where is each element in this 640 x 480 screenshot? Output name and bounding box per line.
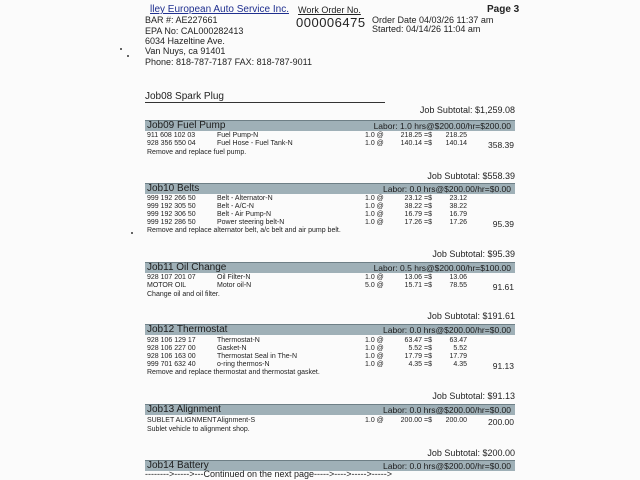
- job14-title: Job14 Battery: [147, 460, 209, 471]
- job12-labor: Labor: 0.0 hrs@$200.00/hr=$0.00: [383, 325, 511, 335]
- job12-description: Remove and replace thermostat and thermostat gasket.: [147, 369, 320, 376]
- part-number: 999 192 286 50: [147, 219, 196, 226]
- part-price: 5.52 =$: [408, 345, 432, 352]
- part-quantity: 1.0 @: [365, 353, 384, 360]
- job09-line-1: [147, 132, 517, 139]
- job13-header-band: [145, 404, 515, 415]
- part-quantity: 1.0 @: [365, 417, 384, 424]
- job13-total: 200.00: [488, 417, 514, 427]
- work-order-number: 000006475: [296, 15, 366, 30]
- job10-subtotal: Job Subtotal: $95.39: [432, 249, 515, 259]
- part-extended: 17.26: [449, 219, 467, 226]
- job09-description: Remove and replace fuel pump.: [147, 149, 247, 156]
- job09-header-band: [145, 120, 515, 131]
- part-number: 999 701 632 40: [147, 361, 196, 368]
- continued-note: -------->----->---Continued on the next page----->---->----->----->: [145, 469, 393, 479]
- address-line-1: 6034 Hazeltine Ave.: [145, 36, 225, 46]
- job12-header-band: [145, 324, 515, 335]
- job11-description: Change oil and oil filter.: [147, 291, 220, 298]
- job12-subtotal: Job Subtotal: $91.13: [432, 391, 515, 401]
- part-description: Belt - Alternator-N: [217, 195, 273, 202]
- job11-labor: Labor: 0.5 hrs@$200.00/hr=$100.00: [373, 263, 511, 273]
- job09-total: 358.39: [488, 140, 514, 150]
- job11-total: 91.61: [492, 282, 514, 292]
- part-quantity: 1.0 @: [365, 203, 384, 210]
- part-description: Motor oil-N: [217, 282, 252, 289]
- job11-subtotal: Job Subtotal: $191.61: [427, 311, 515, 321]
- phone-fax: Phone: 818-787-7187 FAX: 818-787-9011: [145, 57, 312, 67]
- part-number: 911 608 102 03: [147, 132, 196, 139]
- part-number: 928 106 129 17: [147, 337, 196, 344]
- job10-labor: Labor: 0.0 hrs@$200.00/hr=$0.00: [383, 184, 511, 194]
- part-number: 999 192 306 50: [147, 211, 196, 218]
- shop-name: lley European Auto Service Inc.: [150, 4, 289, 15]
- part-extended: 200.00: [445, 417, 467, 424]
- part-quantity: 1.0 @: [365, 361, 384, 368]
- part-price: 15.71 =$: [404, 282, 432, 289]
- job10-description: Remove and replace alternator belt, a/c belt and air pump belt.: [147, 227, 341, 234]
- job13-labor: Labor: 0.0 hrs@$200.00/hr=$0.00: [383, 405, 511, 415]
- part-extended: 16.79: [449, 211, 467, 218]
- part-number: 928 106 227 00: [147, 345, 196, 352]
- part-extended: 78.55: [449, 282, 467, 289]
- job11-header-band: [145, 262, 515, 273]
- part-extended: 63.47: [449, 337, 467, 344]
- part-number: MOTOR OIL: [147, 282, 187, 289]
- job09-title: Job09 Fuel Pump: [147, 120, 226, 131]
- part-number: 928 106 163 00: [147, 353, 196, 360]
- order-date: Order Date 04/03/26 11:37 am: [372, 15, 494, 25]
- part-description: Oil Filter-N: [217, 274, 251, 281]
- part-number: 999 192 266 50: [147, 195, 196, 202]
- work-order-label: Work Order No.: [298, 5, 361, 15]
- part-price: 38.22 =$: [404, 203, 432, 210]
- part-price: 4.35 =$: [408, 361, 432, 368]
- part-extended: 140.14: [445, 140, 467, 147]
- job09-labor: Labor: 1.0 hrs@$200.00/hr=$200.00: [373, 121, 511, 131]
- job10-line-1: [147, 195, 517, 202]
- job13-subtotal: Job Subtotal: $200.00: [427, 448, 515, 458]
- part-quantity: 1.0 @: [365, 274, 384, 281]
- job12-line-1: [147, 337, 517, 344]
- part-quantity: 1.0 @: [365, 132, 384, 139]
- job10-title: Job10 Belts: [147, 183, 200, 194]
- job11-line-1: [147, 274, 517, 281]
- part-number: 928 107 201 07: [147, 274, 196, 281]
- part-extended: 17.79: [449, 353, 467, 360]
- part-number: 999 192 305 50: [147, 203, 196, 210]
- scan-speck: [120, 48, 122, 50]
- part-price: 13.06 =$: [404, 274, 432, 281]
- part-quantity: 5.0 @: [365, 282, 384, 289]
- part-description: Power steering belt-N: [217, 219, 285, 226]
- page-number: Page 3: [487, 4, 520, 15]
- job12-line-3: [147, 353, 517, 360]
- job10-total: 95.39: [492, 219, 514, 229]
- part-description: Belt - A/C-N: [217, 203, 254, 210]
- part-extended: 13.06: [449, 274, 467, 281]
- part-description: Thermostat-N: [217, 337, 260, 344]
- part-quantity: 1.0 @: [365, 337, 384, 344]
- part-extended: 4.35: [453, 361, 467, 368]
- part-description: Gasket-N: [217, 345, 247, 352]
- address-line-2: Van Nuys, ca 91401: [145, 46, 226, 56]
- job09-subtotal: Job Subtotal: $558.39: [427, 171, 515, 181]
- epa-number: EPA No: CAL000282413: [145, 26, 244, 36]
- bar-number: BAR #: AE227661: [145, 15, 218, 25]
- scan-speck: [127, 55, 129, 57]
- job12-title: Job12 Thermostat: [147, 324, 228, 335]
- part-extended: 23.12: [449, 195, 467, 202]
- part-price: 16.79 =$: [404, 211, 432, 218]
- part-price: 23.12 =$: [404, 195, 432, 202]
- part-extended: 218.25: [445, 132, 467, 139]
- part-quantity: 1.0 @: [365, 345, 384, 352]
- part-price: 200.00 =$: [400, 417, 432, 424]
- part-extended: 38.22: [449, 203, 467, 210]
- job11-title: Job11 Oil Change: [147, 262, 227, 273]
- part-description: Thermostat Seal in The-N: [217, 353, 298, 360]
- started-date: Started: 04/14/26 11:04 am: [372, 24, 481, 34]
- part-price: 63.47 =$: [404, 337, 432, 344]
- job10-line-3: [147, 211, 517, 218]
- job10-header-band: [145, 183, 515, 194]
- part-description: Belt - Air Pump-N: [217, 211, 272, 218]
- job14-labor: Labor: 0.0 hrs@$200.00/hr=$0.00: [383, 461, 511, 471]
- part-description: o-ring thermos-N: [217, 361, 270, 368]
- part-quantity: 1.0 @: [365, 211, 384, 218]
- part-quantity: 1.0 @: [365, 140, 384, 147]
- part-price: 140.14 =$: [400, 140, 432, 147]
- job12-total: 91.13: [492, 361, 514, 371]
- part-price: 17.26 =$: [404, 219, 432, 226]
- part-number: 928 356 550 04: [147, 140, 196, 147]
- part-description: Fuel Hose - Fuel Tank-N: [217, 140, 293, 147]
- scan-speck: [131, 232, 133, 234]
- job12-line-2: [147, 345, 517, 352]
- part-quantity: 1.0 @: [365, 219, 384, 226]
- job08-title: Job08 Spark Plug: [145, 91, 385, 103]
- job13-description: Sublet vehicle to alignment shop.: [147, 426, 250, 433]
- part-price: 17.79 =$: [404, 353, 432, 360]
- job10-line-2: [147, 203, 517, 210]
- part-description: Alignment-S: [217, 417, 256, 424]
- part-number: SUBLET ALIGNMENT: [147, 417, 217, 424]
- part-price: 218.25 =$: [400, 132, 432, 139]
- job13-title: Job13 Alignment: [147, 404, 221, 415]
- job08-subtotal: Job Subtotal: $1,259.08: [419, 105, 515, 115]
- part-extended: 5.52: [453, 345, 467, 352]
- part-quantity: 1.0 @: [365, 195, 384, 202]
- part-description: Fuel Pump-N: [217, 132, 259, 139]
